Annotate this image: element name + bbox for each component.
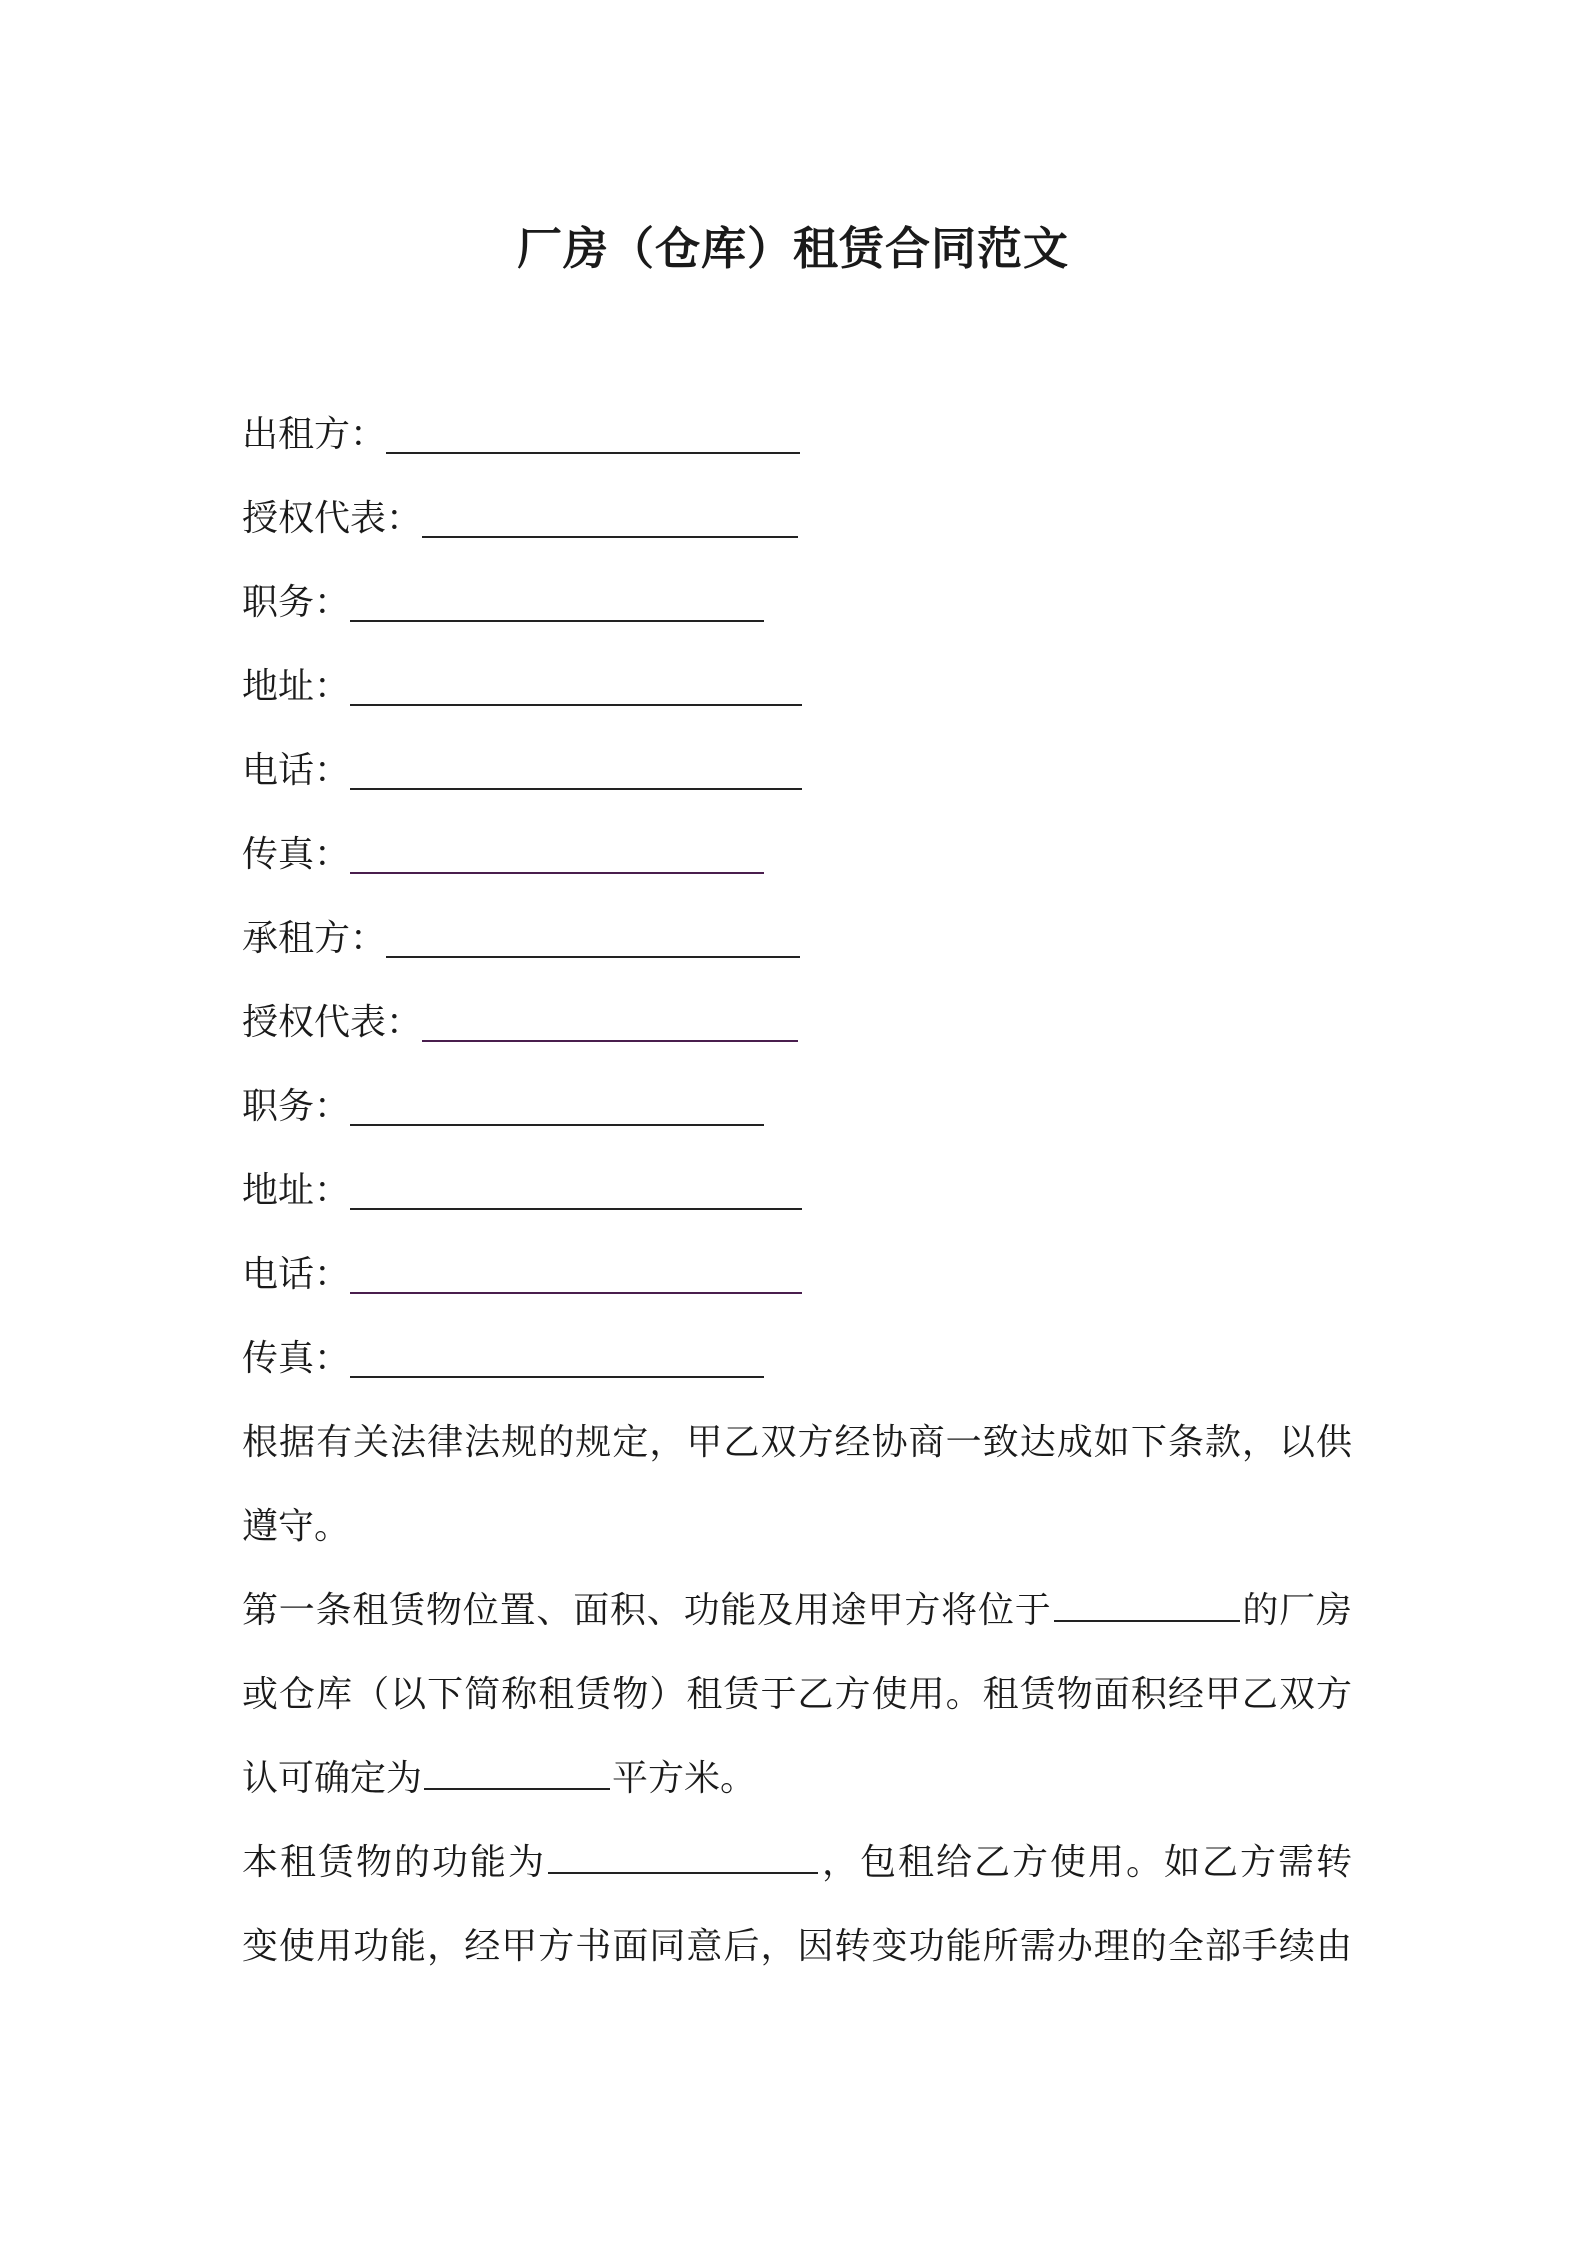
lessee-position-label: 职务： xyxy=(242,1086,351,1127)
function-text-a: 本租赁物的功能为 xyxy=(242,1842,546,1883)
document-title: 厂房（仓库）租赁合同范文 xyxy=(516,222,1069,275)
article1-text-c: 认可确定为 xyxy=(242,1758,423,1799)
function-line-1 xyxy=(242,1838,1352,1888)
lessee-phone-blank xyxy=(350,1292,802,1294)
lessee-fax-blank xyxy=(350,1376,764,1378)
lessor-fax-label: 传真： xyxy=(242,834,351,875)
lessee-label: 承租方： xyxy=(242,918,387,959)
lessee-fax-label: 传真： xyxy=(242,1338,351,1379)
article1-text-d: 平方米。 xyxy=(612,1758,757,1799)
intro-line-2: 遵守。 xyxy=(242,1506,351,1547)
lessor-address-label: 地址： xyxy=(242,666,351,707)
lessor-phone-blank xyxy=(350,788,802,790)
lessor-phone-label: 电话： xyxy=(242,750,351,791)
function-line-2: 变使用功能，经甲方书面同意后，因转变功能所需办理的全部手续由 xyxy=(242,1926,1352,1967)
lessor-rep-label: 授权代表： xyxy=(242,498,423,539)
article1-line-2: 或仓库（以下简称租赁物）租赁于乙方使用。租赁物面积经甲乙双方 xyxy=(242,1674,1352,1715)
lessee-address-label: 地址： xyxy=(242,1170,351,1211)
lessee-rep-field xyxy=(242,998,798,1048)
lessee-field xyxy=(242,914,800,964)
lessor-field xyxy=(242,410,800,460)
lessor-fax-field xyxy=(242,830,764,880)
function-blank xyxy=(548,1872,818,1874)
area-blank xyxy=(424,1788,610,1790)
lessee-rep-blank xyxy=(422,1040,798,1042)
lessee-rep-label: 授权代表： xyxy=(242,1002,423,1043)
lessor-rep-field xyxy=(242,494,798,544)
lessor-position-label: 职务： xyxy=(242,582,351,623)
lessee-blank xyxy=(386,956,800,958)
lessor-position-blank xyxy=(350,620,764,622)
lessee-phone-field xyxy=(242,1250,802,1300)
lessee-address-blank xyxy=(350,1208,802,1210)
article1-text-b: 的厂房 xyxy=(1241,1590,1352,1631)
lessor-position-field xyxy=(242,578,764,628)
article1-line-3 xyxy=(242,1754,1352,1804)
lessor-blank xyxy=(386,452,800,454)
lessor-label: 出租方： xyxy=(242,414,387,455)
lessee-position-blank xyxy=(350,1124,764,1126)
article1-text-a: 第一条租赁物位置、面积、功能及用途甲方将位于 xyxy=(242,1590,1052,1631)
lessee-address-field xyxy=(242,1166,802,1216)
lessee-position-field xyxy=(242,1082,764,1132)
article1-line-1 xyxy=(242,1586,1352,1636)
lessor-rep-blank xyxy=(422,536,798,538)
lessee-fax-field xyxy=(242,1334,764,1384)
lessor-fax-blank xyxy=(350,872,764,874)
location-blank xyxy=(1054,1620,1240,1622)
function-text-b: ，包租给乙方使用。如乙方需转 xyxy=(820,1842,1352,1883)
lessor-address-field xyxy=(242,662,802,712)
lessee-phone-label: 电话： xyxy=(242,1254,351,1295)
intro-line-1: 根据有关法律法规的规定，甲乙双方经协商一致达成如下条款，以供 xyxy=(242,1422,1352,1463)
lessor-address-blank xyxy=(350,704,802,706)
lessor-phone-field xyxy=(242,746,802,796)
